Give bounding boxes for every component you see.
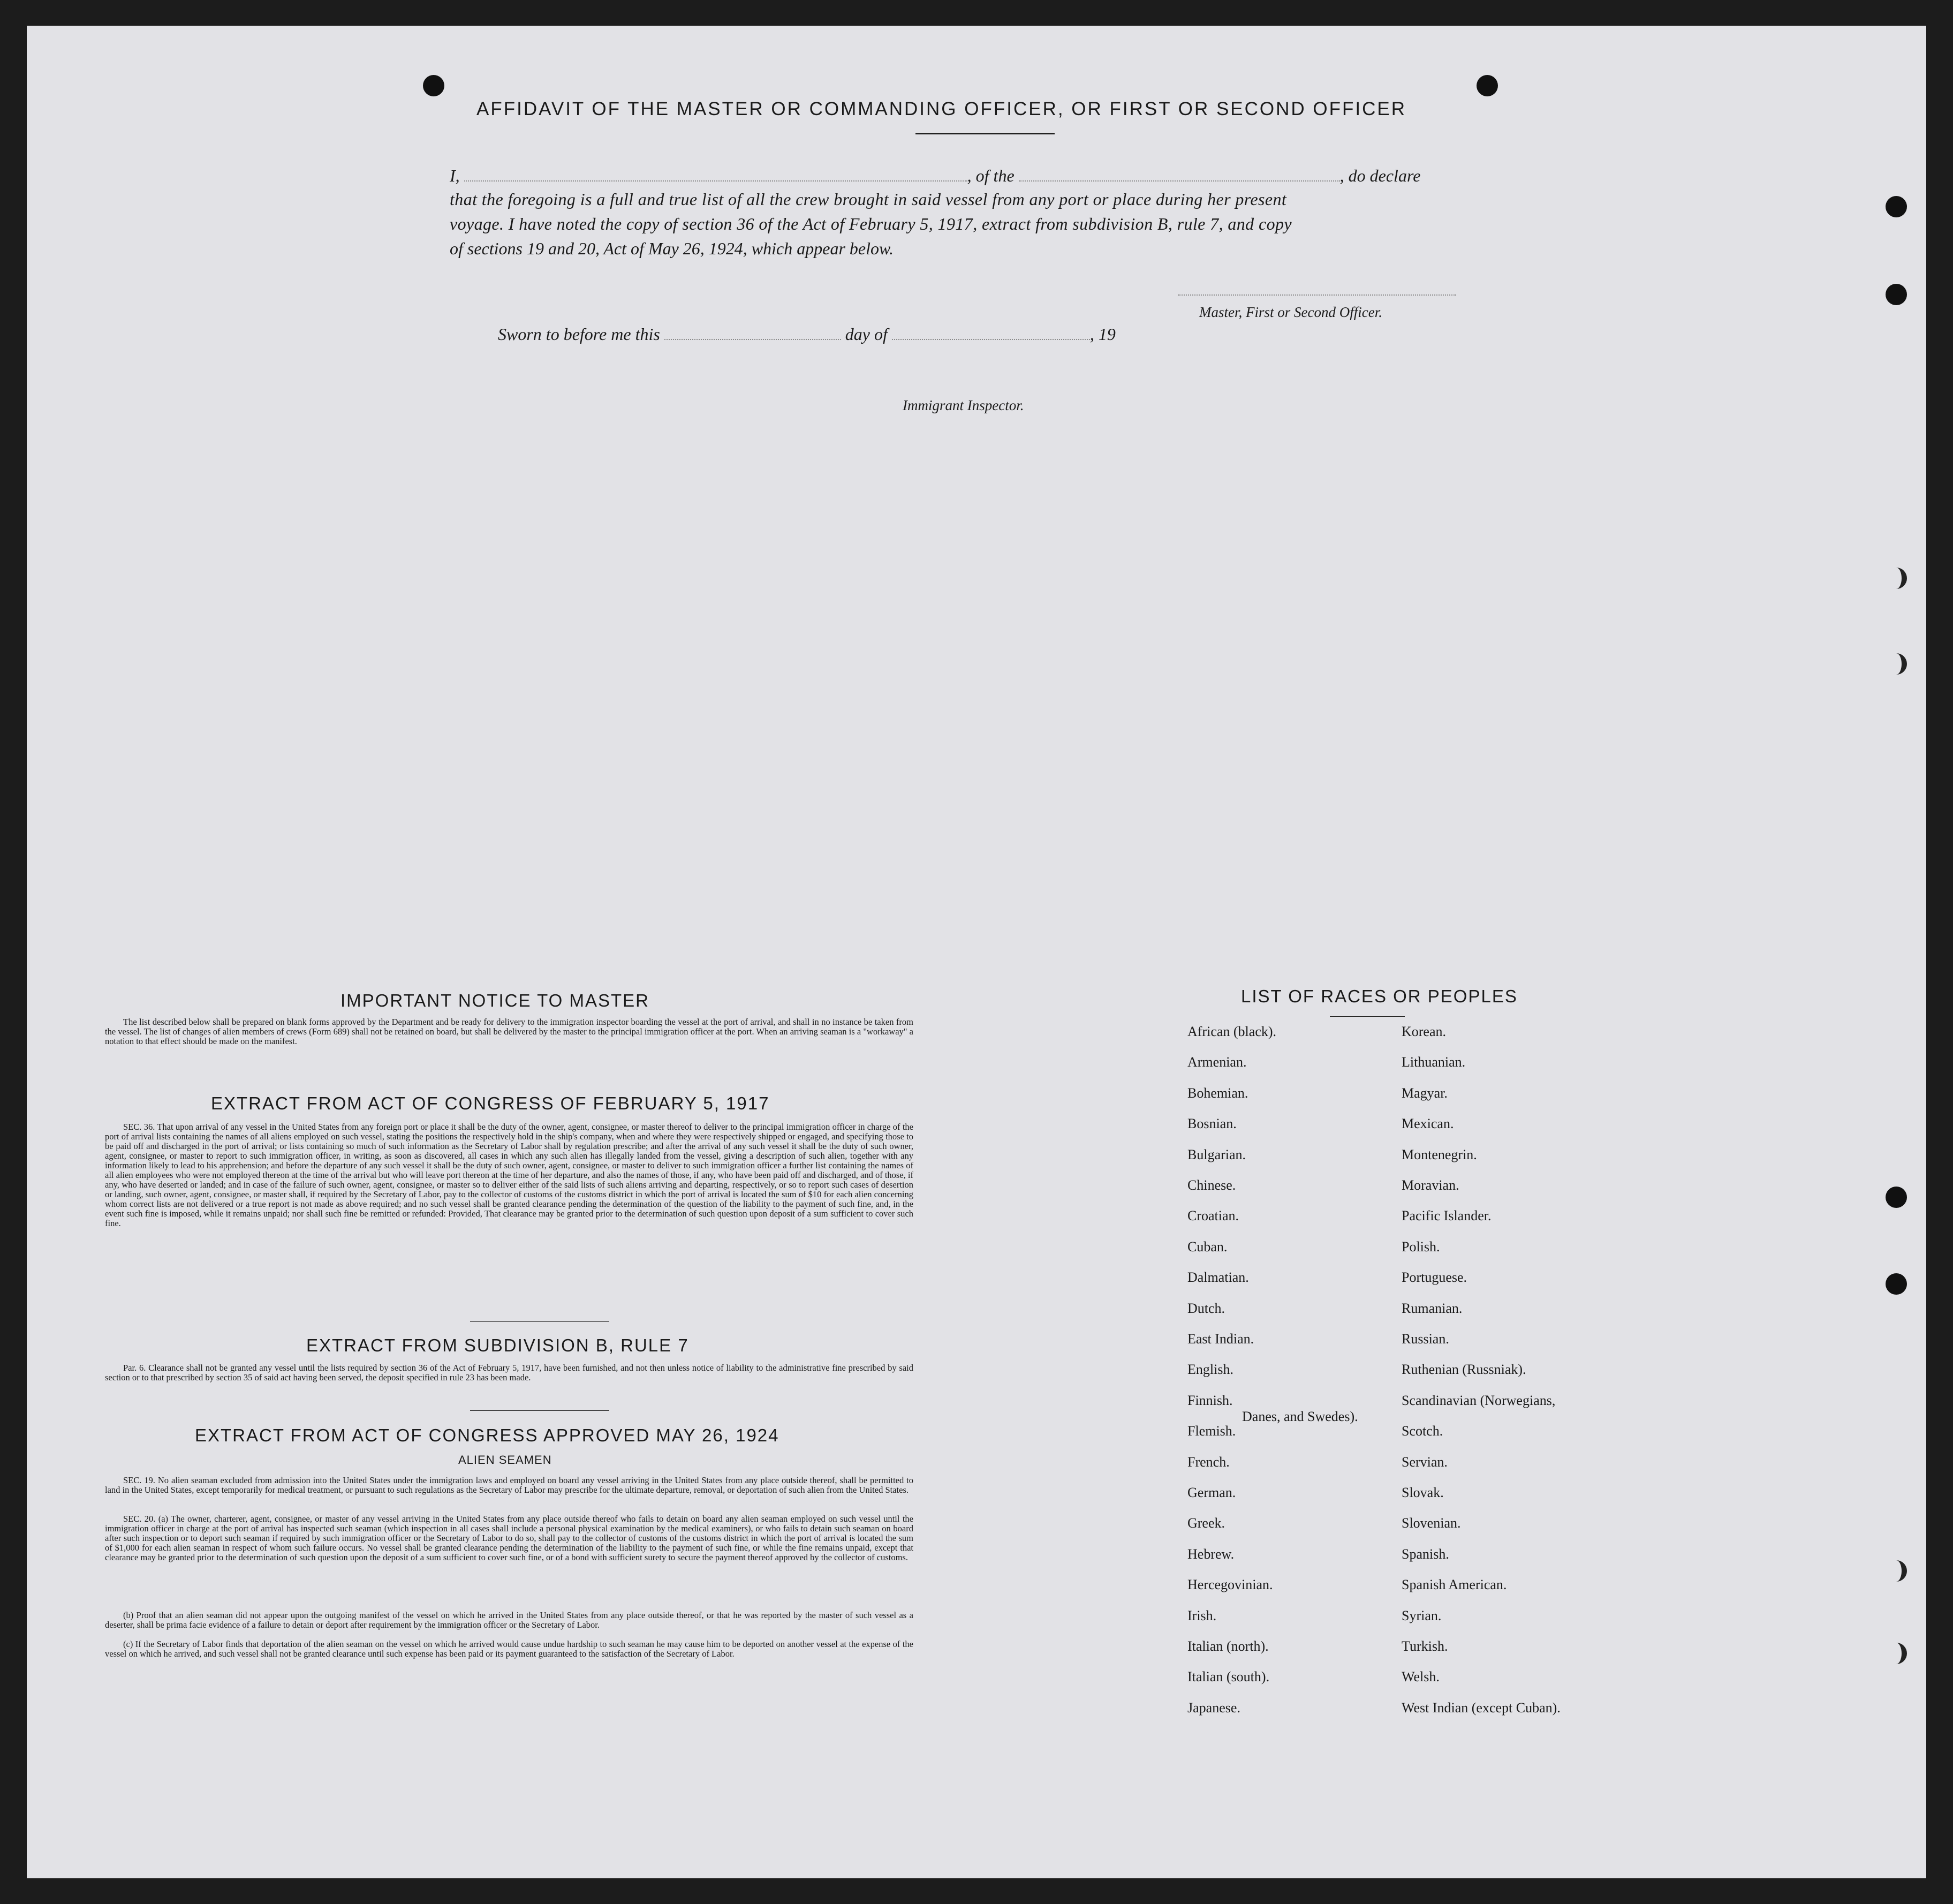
notice-heading: IMPORTANT NOTICE TO MASTER xyxy=(340,991,650,1010)
race-item: Hebrew. xyxy=(1187,1546,1235,1562)
race-item: Rumanian. xyxy=(1402,1300,1463,1316)
affidavit-do-declare: , do declare xyxy=(1339,166,1421,185)
section-divider xyxy=(470,1410,609,1411)
race-item: Servian. xyxy=(1402,1454,1448,1470)
race-item: Magyar. xyxy=(1402,1085,1448,1101)
extract-1924-heading: EXTRACT FROM ACT OF CONGRESS APPROVED MAY 26, 1924 xyxy=(195,1425,779,1445)
race-item: Welsh. xyxy=(1402,1669,1440,1685)
race-item: Turkish. xyxy=(1402,1638,1448,1654)
race-item: Russian. xyxy=(1402,1331,1449,1347)
punch-hole xyxy=(1886,1273,1907,1295)
race-item: Hercegovinian. xyxy=(1187,1577,1273,1593)
race-item: Bulgarian. xyxy=(1187,1146,1246,1162)
race-item: Montenegrin. xyxy=(1402,1146,1477,1162)
races-heading: LIST OF RACES OR PEOPLES xyxy=(1241,986,1518,1006)
punch-hole xyxy=(1886,196,1907,217)
title-divider xyxy=(915,133,1055,134)
extract-1917-text: SEC. 36. That upon arrival of any vessel in the United States from any foreign port or place it shall be the duty of the owner, agent, consignee, or master thereof to deliver to the principal immigration officer in charge of the port of arrival lists containing the names of all aliens employed on such vessel, stating the positions the respectively hold in the ship's company, when and where they were respectively shipped or engaged, and specifying those to be paid off and discharged in the port of arrival; or lists containing so much of such information as the Secretary of Labor shall by regulation prescribe; and after the arrival of any such vessel it shall be the duty of such owner, agent, consignee, or master to report to such immigration officer, in writing, as soon as discovered, all cases in which any such alien has illegally landed from the vessel, giving a description of such alien, together with any information likely to lead to his apprehension; and before the departure of any such vessel it shall be the duty of such owner, agent, consignee, or master to deliver to such immigration officer a further list containing the names of all alien employees who were not employed thereon at the time of the arrival but who will leave port thereon at the time of her departure, and also the names of those, if any, who have been paid off and discharged, and of those, if any, who have deserted or landed; and in case of the failure of such owner, agent, consignee, or master so to deliver either of the said lists of such aliens arriving and departing, respectively, or so to report such cases of desertion or landing, such owner, agent, consignee, or master shall, if required by the Secretary of Labor, pay to the collector of customs of the customs district in which the port of arrival is located the sum of $10 for each alien concerning whom correct lists are not delivered or a true report is not made as above required; and no such vessel shall be granted clearance pending the determination of the question of the liability to the payment of such fine, and, in the event such fine is imposed, while it remains unpaid; nor shall such fine be remitted or refunded: Provided, That clearance may be granted prior to the determination of such question upon deposit of a sum sufficient to cover such fine. xyxy=(105,1122,913,1228)
master-signature-label: Master, First or Second Officer. xyxy=(1199,304,1382,320)
race-item: Danes, and Swedes). xyxy=(1242,1408,1358,1424)
race-item: Bohemian. xyxy=(1187,1085,1248,1101)
subdivision-b-heading: EXTRACT FROM SUBDIVISION B, RULE 7 xyxy=(306,1335,689,1355)
race-item: Italian (north). xyxy=(1187,1638,1269,1654)
sec-20b-text: (b) Proof that an alien seaman did not appear upon the outgoing manifest of the vessel on which he arrived in the United States from any place outside thereof, or that he was reported by the master of such vessel as a deserter, shall be prima facie evidence of a failure to detain or deport after requirement by the immigration officer or the Secretary of Labor. xyxy=(105,1610,913,1630)
vessel-blank[interactable] xyxy=(1019,169,1340,182)
month-blank[interactable] xyxy=(892,327,1090,340)
inspector-label: Immigrant Inspector. xyxy=(903,397,1024,413)
race-item: Scotch. xyxy=(1402,1423,1443,1439)
punch-hole xyxy=(1886,1643,1907,1664)
subdivision-b-text: Par. 6. Clearance shall not be granted any vessel until the lists required by section 36 of the Act of February 5, 1917, have been furnished, and not then unless notice of liability to the administrative fine prescribed by said section or to that prescribed by section 35 of said act having been served, the deposit specified in rule 23 has been made. xyxy=(105,1363,913,1382)
race-item: Irish. xyxy=(1187,1607,1217,1623)
race-item: Flemish. xyxy=(1187,1423,1236,1439)
document-page xyxy=(27,26,1926,1878)
race-item: West Indian (except Cuban). xyxy=(1402,1699,1561,1716)
race-item: Slovenian. xyxy=(1402,1515,1461,1531)
races-divider xyxy=(1330,1016,1405,1017)
punch-hole xyxy=(1477,75,1498,96)
extract-1917-heading: EXTRACT FROM ACT OF CONGRESS OF FEBRUARY 5, 1917 xyxy=(211,1093,770,1113)
race-item: Korean. xyxy=(1402,1024,1447,1039)
affidavit-line-2: that the foregoing is a full and true list of all the crew brought in said vessel from any port or place during her present xyxy=(450,190,1287,209)
affidavit-of-the: , of the xyxy=(967,166,1015,185)
punch-hole xyxy=(423,75,444,96)
race-item: Italian (south). xyxy=(1187,1669,1270,1685)
race-item: Scandinavian (Norwegians, xyxy=(1402,1392,1556,1408)
race-item: Bosnian. xyxy=(1187,1116,1237,1132)
sec-19-text: SEC. 19. No alien seaman excluded from admission into the United States under the immigration laws and employed on board any vessel arriving in the United States from any place outside thereof, shall be permitted to land in the United States, except temporarily for medical treatment, or pursuant to such regulations as the Secretary of Labor may prescribe for the ultimate departure, removal, or deportation of such alien from the United States. xyxy=(105,1475,913,1495)
race-item: Pacific Islander. xyxy=(1402,1208,1492,1224)
race-item: Portuguese. xyxy=(1402,1270,1467,1286)
race-item: French. xyxy=(1187,1454,1230,1470)
race-item: Spanish American. xyxy=(1402,1577,1507,1593)
race-item: Polish. xyxy=(1402,1238,1440,1255)
race-item: Greek. xyxy=(1187,1515,1225,1531)
race-item: Syrian. xyxy=(1402,1607,1442,1623)
day-of-text: day of xyxy=(845,324,888,344)
race-item: Armenian. xyxy=(1187,1054,1247,1070)
notice-text: The list described below shall be prepared on blank forms approved by the Department and be ready for delivery to the immigration inspector boarding the vessel at the port of arrival, and shall in no instance be taken from the vessel. The list of changes of alien members of crews (Form 689) shall not be retained on board, but shall be delivered by the master to the principal immigration officer at the port. When an arriving seaman is a "workaway" a notation to that effect should be made on the manifest. xyxy=(105,1017,913,1046)
race-item: Mexican. xyxy=(1402,1116,1454,1132)
affidavit-title: AFFIDAVIT OF THE MASTER OR COMMANDING OFFICER, OR FIRST OR SECOND OFFICER xyxy=(476,99,1407,119)
race-item: English. xyxy=(1187,1362,1233,1378)
sec-20c-text: (c) If the Secretary of Labor finds that deportation of the alien seaman on the vessel on which he arrived would cause undue hardship to such seaman he may cause him to be deported on another vessel at the expense of the vessel on which he arrived, and such vessel shall not be granted clearance until such expense has been paid or its payment guaranteed to the satisfaction of the Secretary of Labor. xyxy=(105,1639,913,1659)
punch-hole xyxy=(1886,568,1907,589)
punch-hole xyxy=(1886,653,1907,675)
race-item: Dalmatian. xyxy=(1187,1270,1249,1286)
race-item: German. xyxy=(1187,1485,1236,1500)
alien-seamen-subheading: ALIEN SEAMEN xyxy=(458,1453,552,1467)
race-item: Ruthenian (Russniak). xyxy=(1402,1362,1526,1378)
sworn-line xyxy=(498,324,1354,344)
day-blank[interactable] xyxy=(664,327,841,340)
race-item: Chinese. xyxy=(1187,1177,1236,1193)
sworn-text: Sworn to before me this xyxy=(498,324,660,344)
master-signature-blank[interactable] xyxy=(1178,293,1456,296)
race-item: Japanese. xyxy=(1187,1699,1240,1716)
race-item: Dutch. xyxy=(1187,1300,1225,1316)
race-item: Spanish. xyxy=(1402,1546,1449,1562)
race-item: African (black). xyxy=(1187,1024,1277,1039)
punch-hole xyxy=(1886,284,1907,305)
affidavit-i: I, xyxy=(450,166,460,185)
race-item: Finnish. xyxy=(1187,1392,1233,1408)
affidavit-line-1 xyxy=(450,166,1542,186)
punch-hole xyxy=(1886,1187,1907,1208)
race-item: Slovak. xyxy=(1402,1485,1444,1500)
race-item: East Indian. xyxy=(1187,1331,1254,1347)
affidavit-line-4: of sections 19 and 20, Act of May 26, 1924, which appear below. xyxy=(450,239,894,258)
punch-hole xyxy=(1886,1560,1907,1582)
affidavit-line-3: voyage. I have noted the copy of section 36 of the Act of February 5, 1917, extract from subdivision B, rule 7, and copy xyxy=(450,214,1292,233)
race-item: Cuban. xyxy=(1187,1238,1228,1255)
race-item: Croatian. xyxy=(1187,1208,1239,1224)
race-item: Moravian. xyxy=(1402,1177,1459,1193)
sec-20a-text: SEC. 20. (a) The owner, charterer, agent, consignee, or master of any vessel arriving in the United States from any place outside thereof who fails to detain on board any alien seaman employed on such vessel until the immigration officer in charge at the port of arrival has inspected such seaman (which inspection in all cases shall include a personal physical examination by the medical examiners), or who fails to detain such seaman on board after such inspection or to deport such seaman if required by such immigration officer or the Secretary of Labor to do so, shall pay to the collector of customs of the customs district in which the port of arrival is located the sum of $1,000 for each alien seaman in respect of whom such failure occurs. No vessel shall be granted clearance pending the determination of the liability to the payment of such fine, or while the fine remains unpaid, except that clearance may be granted prior to the determination of such question upon the deposit of a sum sufficient to cover such fine, or of a bond with sufficient surety to secure the payment thereof approved by the collector of customs. xyxy=(105,1514,913,1562)
race-item: Lithuanian. xyxy=(1402,1054,1466,1070)
name-blank[interactable] xyxy=(464,169,967,182)
year-prefix: , 19 xyxy=(1089,324,1116,344)
section-divider xyxy=(470,1321,609,1322)
